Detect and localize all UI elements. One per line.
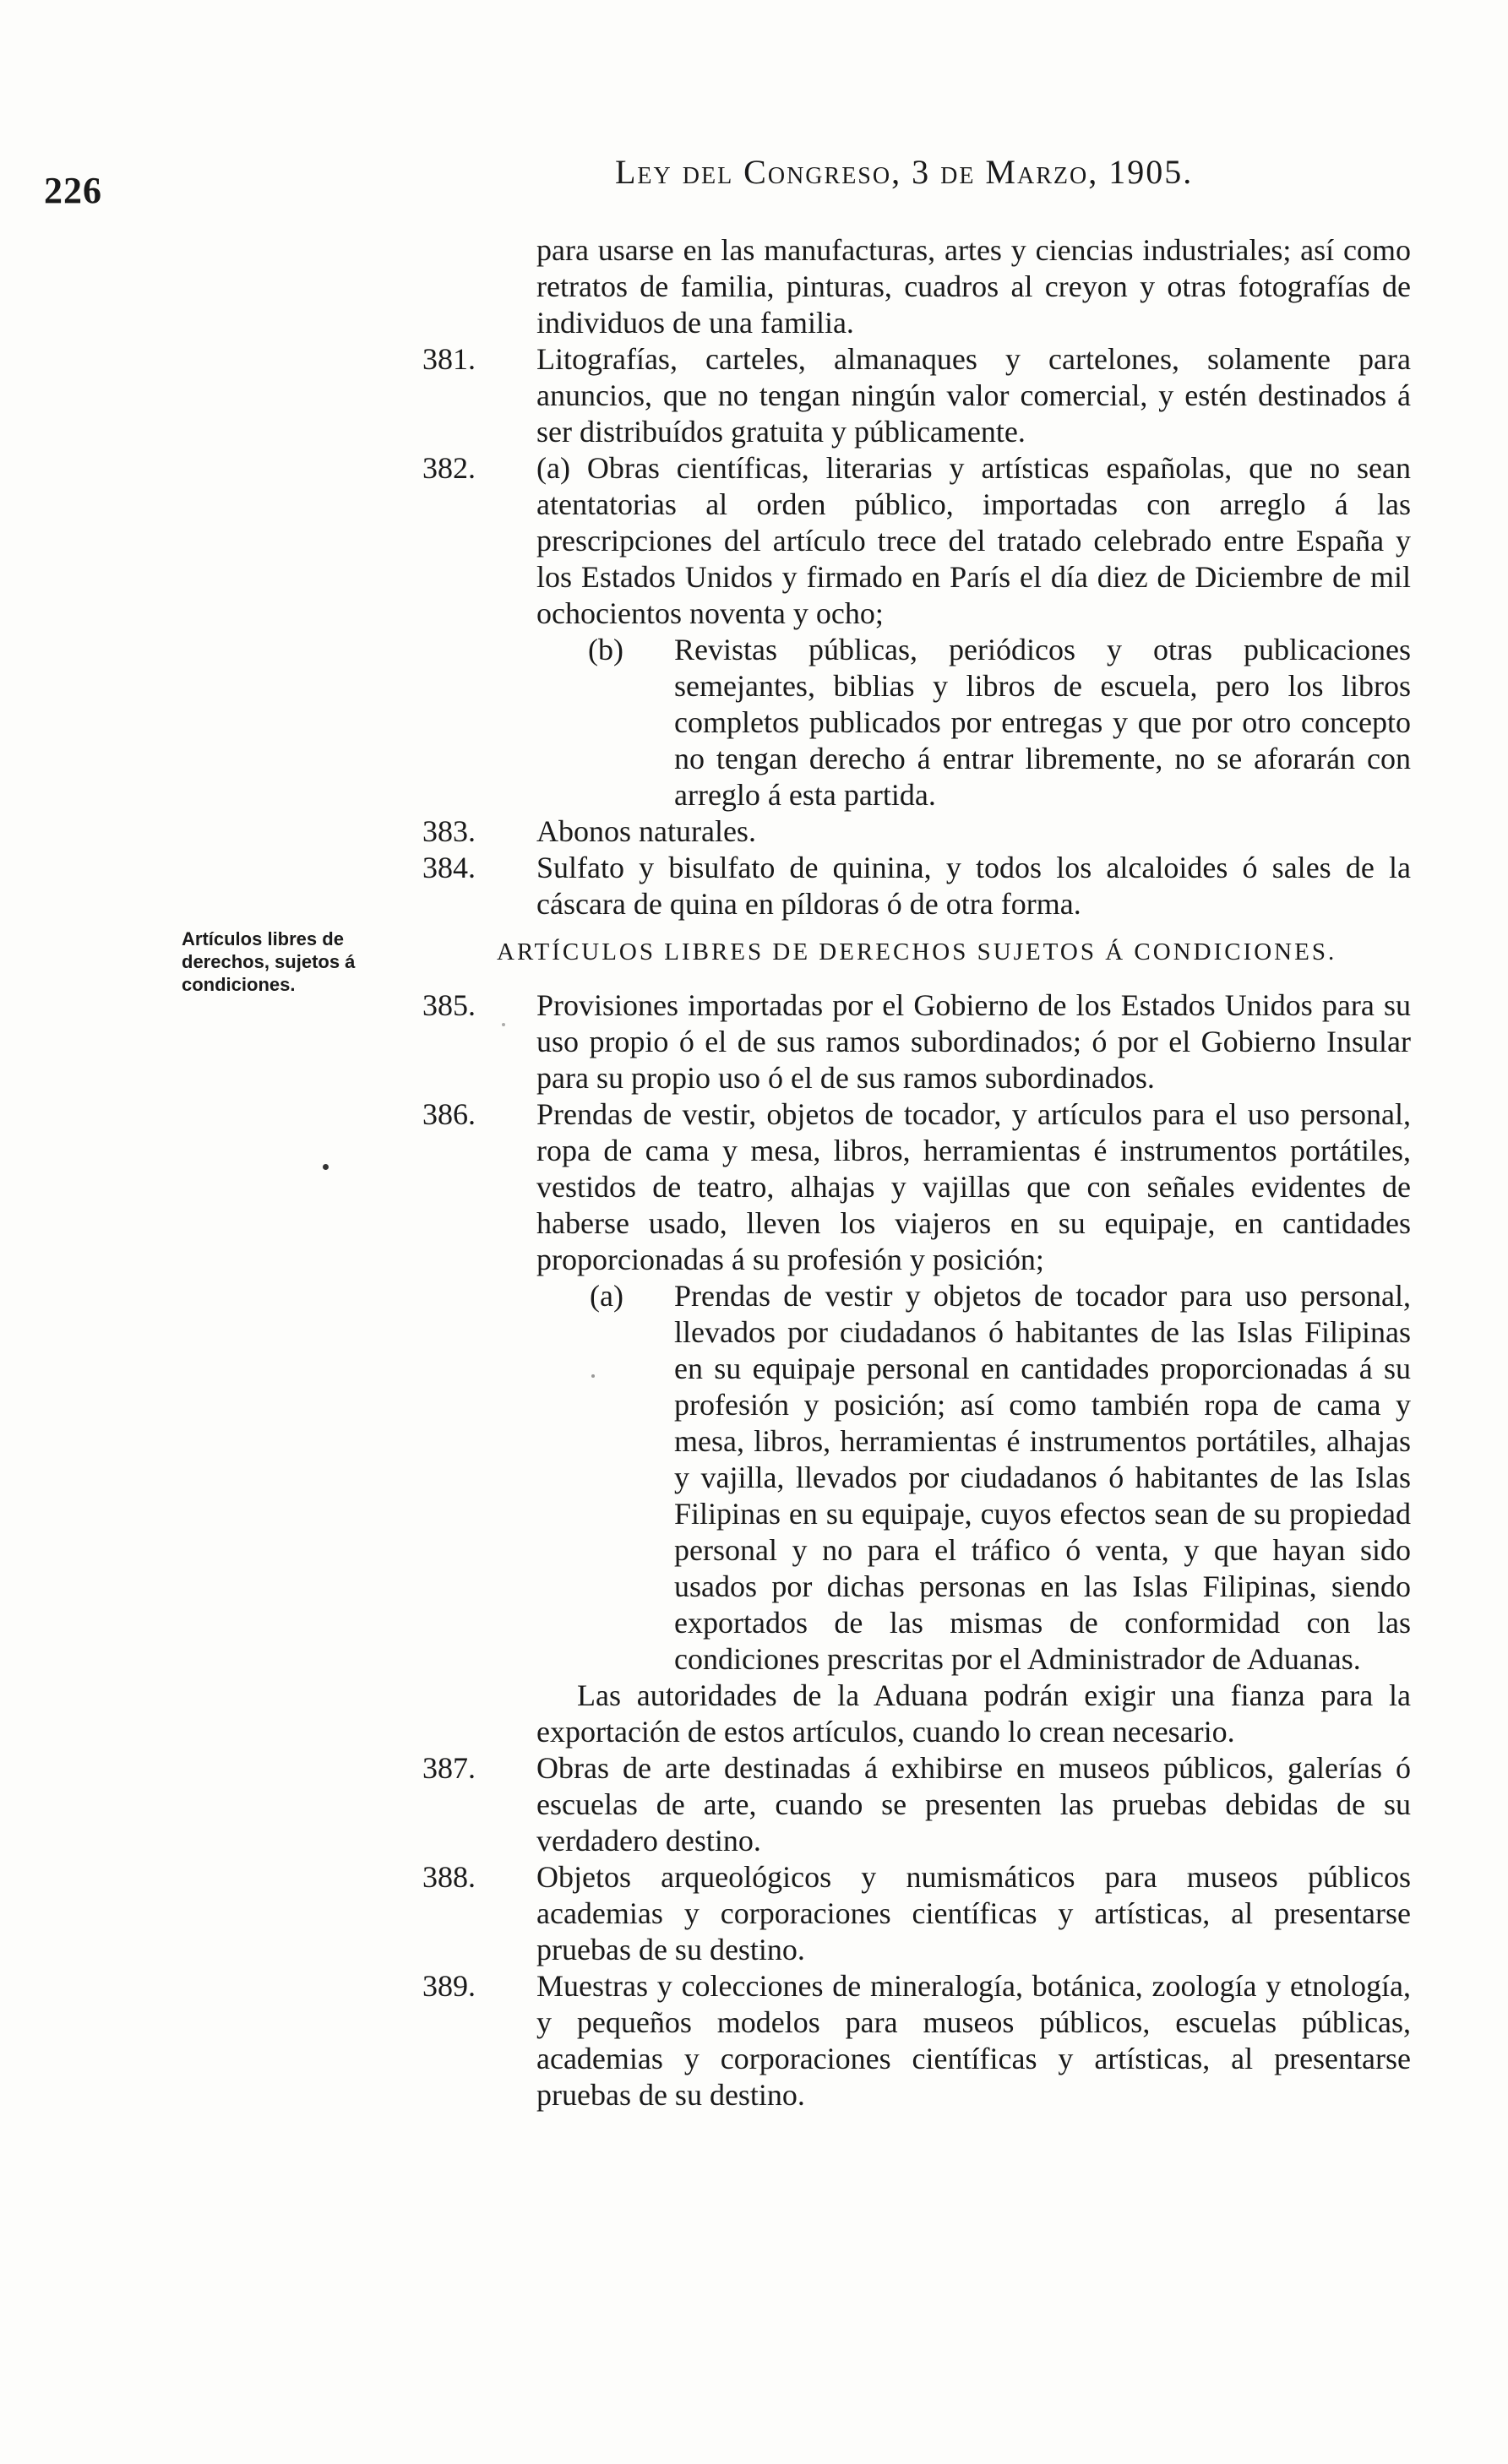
item-number: 384. <box>422 851 476 884</box>
page-number: 226 <box>44 170 102 211</box>
item-386-a <box>422 1278 1411 1678</box>
item-382-a <box>422 450 1411 632</box>
item-386-note: Las autoridades de la Aduana podrán exigir una fianza para la exportación de estos artículos, cuando lo crean necesario. <box>536 1678 1411 1749</box>
item-number: 386. <box>422 1097 476 1131</box>
scan-speck <box>591 1374 595 1378</box>
item-text: Muestras y colecciones de mineralogía, botánica, zoología y etnología, y pequeños modelos para museos públicos, escuelas públicas, academias y corporaciones científicas y artísticas, al presentarse pruebas de su destino. <box>536 1969 1411 2112</box>
item-text: Litografías, carteles, almanaques y cartelones, solamente para anuncios, que no tengan ningún valor comercial, y estén destinados á ser distribuídos gratuita y públicamente. <box>536 342 1411 449</box>
item-number: 387. <box>422 1751 476 1785</box>
margin-note: Artículos libres de derechos, sujetos á condiciones. <box>182 928 356 995</box>
item-387 <box>422 1750 1411 1859</box>
scan-speck <box>323 1164 329 1170</box>
item-383 <box>422 813 1411 850</box>
item-381 <box>422 341 1411 450</box>
item-text: Abonos naturales. <box>536 814 756 848</box>
item-text: Objetos arqueológicos y numismáticos para museos públicos academias y corporaciones científicas y artísticas, al presentarse pruebas de su destino. <box>536 1860 1411 1966</box>
item-text: Obras de arte destinadas á exhibirse en museos públicos, galerías ó escuelas de arte, cuando se presenten las pruebas debidas de su verdadero destino. <box>536 1751 1411 1858</box>
body-text <box>422 232 1411 2113</box>
item-number: 383. <box>422 814 476 848</box>
subitem-label: (a) <box>536 451 570 485</box>
subitem-label: (b) <box>588 633 623 666</box>
running-head: Ley del Congreso, 3 de Marzo, 1905. <box>615 153 1194 191</box>
intro-continuation: para usarse en las manufacturas, artes y ciencias industriales; así como retratos de familia, pinturas, cuadros al creyon y otras fotografías de individuos de una familia. <box>536 233 1411 340</box>
subitem-label: (a) <box>590 1279 623 1313</box>
item-386 <box>422 1096 1411 1278</box>
item-number: 389. <box>422 1969 476 2003</box>
scan-speck <box>502 1023 505 1026</box>
item-number: 381. <box>422 342 476 376</box>
item-text: Prendas de vestir, objetos de tocador, y artículos para el uso personal, ropa de cama y mesa, libros, herramientas é instrumentos portátiles, vestidos de teatro, alhajas y vajillas que con señales evidentes de haberse usado, lleven los viajeros en su equipaje, en cantidades proporcionadas á su profesión y posición; <box>536 1097 1411 1276</box>
subitem-text: Prendas de vestir y objetos de tocador para uso personal, llevados por ciudadanos ó habitantes de las Islas Filipinas en su equipaje personal en cantidades proporcionadas á su profesión y posición; así como también ropa de cama y mesa, libros, herramientas é instrumentos portátiles, alhajas y vajilla, llevados por ciudadanos ó habitantes de las Islas Filipinas en su equipaje, cuyos efectos sean de su propiedad personal y no para el tráfico ó venta, y que hayan sido usados por dichas personas en las Islas Filipinas, siendo exportados de las mismas de conformidad con las condiciones prescritas por el Administrador de Aduanas. <box>674 1279 1411 1676</box>
item-number: 385. <box>422 988 476 1022</box>
item-text: Sulfato y bisulfato de quinina, y todos los alcaloides ó sales de la cáscara de quina en píldoras ó de otra forma. <box>536 851 1411 921</box>
subitem-text: Revistas públicas, periódicos y otras publicaciones semejantes, biblias y libros de escuela, pero los libros completos publicados por entregas y que por otro concepto no tengan derecho á entrar libremente, no se aforarán con arreglo á esta partida. <box>674 633 1411 812</box>
subitem-text: Obras científicas, literarias y artísticas españolas, que no sean atentatorias al orden público, importadas con arreglo á las prescripciones del artículo trece del tratado celebrado entre España y los Estados Unidos y firmado en París el día diez de Diciembre de mil ochocientos noventa y ocho; <box>536 451 1412 630</box>
item-388 <box>422 1859 1411 1968</box>
item-number: 388. <box>422 1860 476 1894</box>
item-number: 382. <box>422 451 476 485</box>
item-389 <box>422 1968 1411 2113</box>
item-text: Provisiones importadas por el Gobierno de los Estados Unidos para su uso propio ó el de sus ramos subordinados; ó por el Gobierno Insular para su propio uso ó el de sus ramos subordinados. <box>536 988 1411 1095</box>
section-heading: ARTÍCULOS LIBRES DE DERECHOS SUJETOS Á CONDICIONES. <box>497 938 1337 965</box>
item-385 <box>422 987 1411 1096</box>
item-382-b <box>422 632 1411 813</box>
item-384 <box>422 850 1411 922</box>
